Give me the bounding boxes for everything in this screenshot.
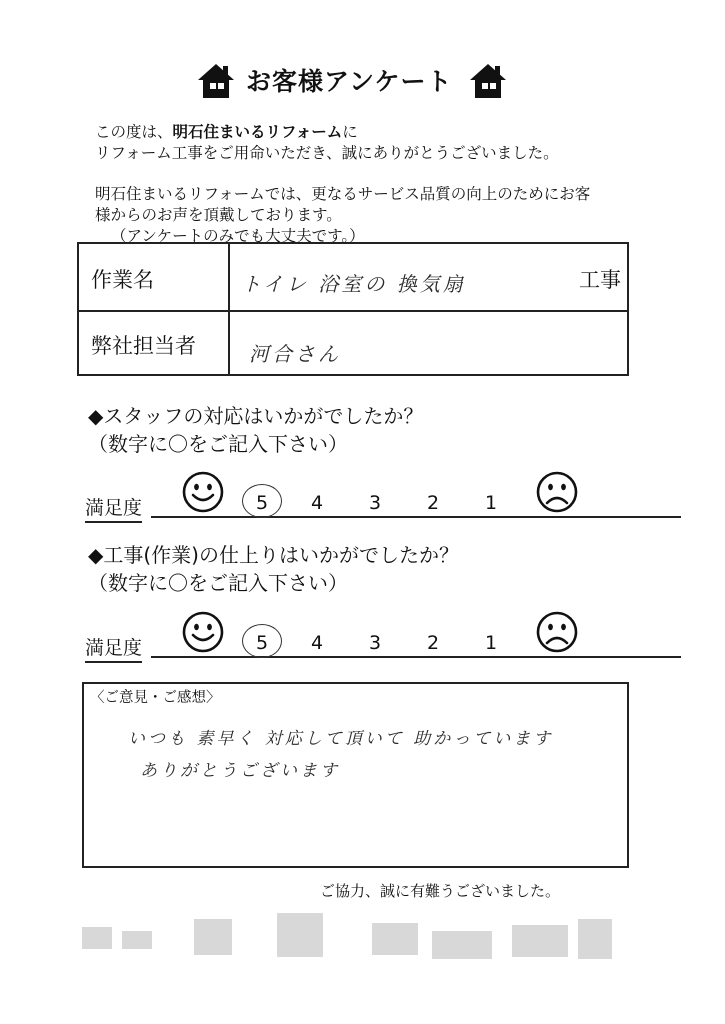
staff-label: 弊社担当者 — [91, 334, 196, 358]
work-suffix: 工事 — [579, 268, 621, 292]
rating-scale-2 — [85, 610, 685, 670]
table-divider — [79, 310, 627, 312]
rating-option-1[interactable]: 1 — [484, 632, 498, 654]
comment-line-2: ありがとうございます — [140, 761, 340, 781]
rating-option-3[interactable]: 3 — [368, 632, 382, 654]
rating-option-2[interactable]: 2 — [426, 632, 440, 654]
info-table — [77, 242, 629, 376]
satisfaction-label: 満足度 — [85, 633, 142, 663]
intro-suffix: に — [342, 123, 358, 141]
request-line1: 明石住まいるリフォームでは、更なるサービス品質の向上のためにお客 — [95, 185, 591, 203]
rating-option-2[interactable]: 2 — [426, 492, 440, 514]
table-divider — [228, 244, 230, 374]
comment-box[interactable] — [82, 682, 629, 868]
request-line3: （アンケートのみでも大丈夫です。） — [111, 227, 365, 245]
smiley-face-icon — [181, 470, 225, 514]
intro-line2: リフォーム工事をご用命いただき、誠にありがとうございました。 — [95, 144, 559, 162]
question-1 — [88, 402, 423, 458]
satisfaction-label: 満足度 — [85, 493, 142, 523]
comment-line-1: いつも 素早く 対応して頂いて 助かっています — [128, 729, 554, 749]
rating-option-3[interactable]: 3 — [368, 492, 382, 514]
scale-line — [151, 516, 681, 518]
question-1-instruction: （数字に〇をご記入下さい） — [88, 432, 348, 456]
rating-option-5[interactable]: 5 — [255, 492, 269, 514]
company-name: 明石住まいるリフォーム — [172, 123, 343, 141]
request-line2: 様からのお声を頂戴しております。 — [95, 206, 342, 224]
house-icon — [468, 62, 508, 100]
scale-line — [151, 656, 681, 658]
intro-prefix: この度は、 — [95, 123, 173, 141]
house-icon — [196, 62, 236, 100]
rating-option-4[interactable]: 4 — [310, 492, 324, 514]
page-title: お客様アンケート — [246, 67, 453, 96]
work-name-value[interactable]: トイレ 浴室の 換気扇 — [241, 272, 466, 296]
frown-face-icon — [535, 470, 579, 514]
rating-option-5[interactable]: 5 — [255, 632, 269, 654]
request-paragraph — [95, 184, 590, 247]
rating-scale-1 — [85, 470, 685, 530]
thanks-message: ご協力、誠に有難うございました。 — [320, 882, 561, 900]
rating-option-1[interactable]: 1 — [484, 492, 498, 514]
question-1-text: ◆スタッフの対応はいかがでしたか？ — [88, 404, 424, 428]
question-2 — [88, 541, 459, 597]
title-row — [0, 60, 725, 104]
work-name-label: 作業名 — [91, 268, 154, 292]
smiley-face-icon — [181, 610, 225, 654]
comment-label: 〈ご意見・ご感想〉 — [90, 690, 221, 706]
frown-face-icon — [535, 610, 579, 654]
question-2-instruction: （数字に〇をご記入下さい） — [88, 571, 348, 595]
faded-logo-strip — [82, 905, 622, 975]
question-2-text: ◆工事(作業)の仕上りはいかがでしたか？ — [88, 543, 459, 567]
rating-option-4[interactable]: 4 — [310, 632, 324, 654]
staff-value[interactable]: 河合さん — [249, 342, 341, 366]
intro-paragraph — [95, 122, 559, 164]
